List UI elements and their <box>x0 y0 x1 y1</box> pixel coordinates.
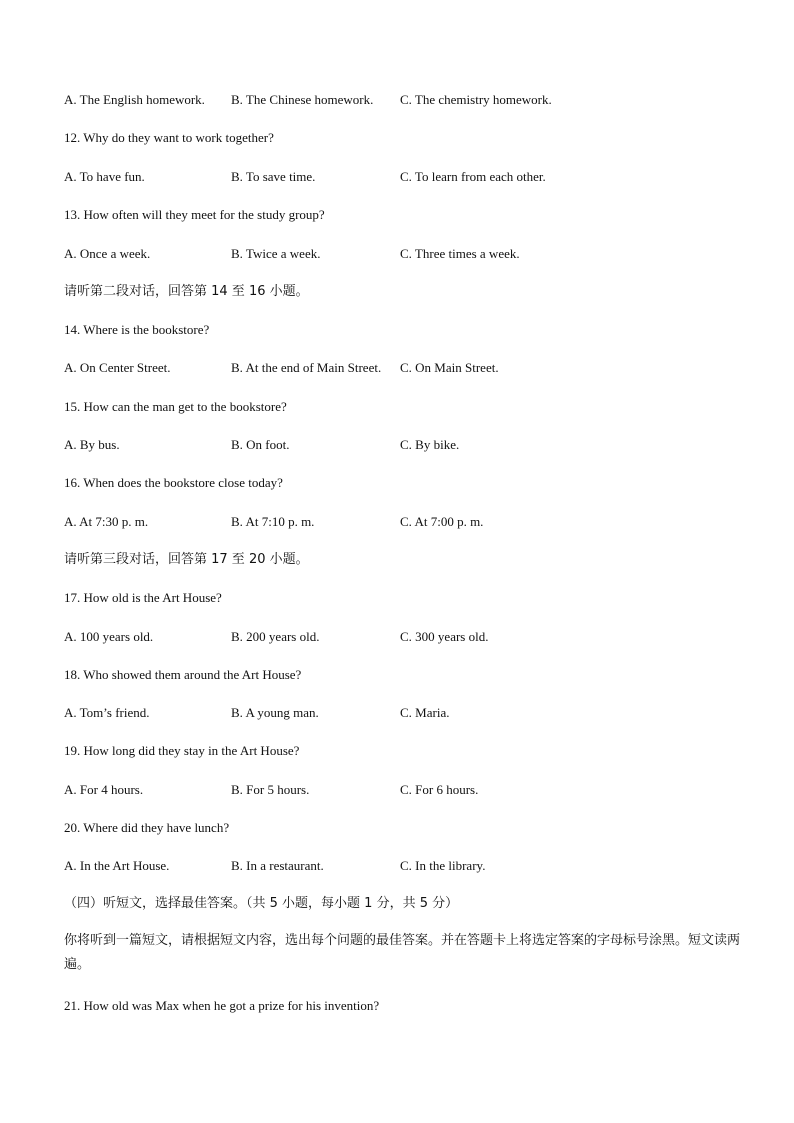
option-c: C. On Main Street. <box>400 360 499 375</box>
option-b: B. Twice a week. <box>231 246 321 261</box>
question-text: 16. When does the bookstore close today? <box>64 475 283 490</box>
option-b: B. For 5 hours. <box>231 782 310 797</box>
option-c: C. By bike. <box>400 437 460 452</box>
question-text: 12. Why do they want to work together? <box>64 130 274 145</box>
option-c: C. Maria. <box>400 705 450 720</box>
question-text: 15. How can the man get to the bookstore? <box>64 399 287 414</box>
option-a: A. At 7:30 p. m. <box>64 514 149 529</box>
question-text: 14. Where is the bookstore? <box>64 322 210 337</box>
option-b: B. On foot. <box>231 437 290 452</box>
option-c: C. In the library. <box>400 858 486 873</box>
question-text: 19. How long did they stay in the Art House? <box>64 743 300 758</box>
option-c: C. At 7:00 p. m. <box>400 514 484 529</box>
answer-options-row <box>64 437 754 453</box>
option-a: A. The English homework. <box>64 92 205 107</box>
option-b: B. The Chinese homework. <box>231 92 374 107</box>
option-b: B. 200 years old. <box>231 629 320 644</box>
option-a: A. For 4 hours. <box>64 782 144 797</box>
option-c: C. 300 years old. <box>400 629 489 644</box>
answer-options-row <box>64 514 754 530</box>
option-b: B. In a restaurant. <box>231 858 324 873</box>
option-b: B. At 7:10 p. m. <box>231 514 315 529</box>
option-a: A. To have fun. <box>64 169 145 184</box>
question-text: 17. How old is the Art House? <box>64 590 222 605</box>
option-b: B. A young man. <box>231 705 319 720</box>
section-instruction: 请听第三段对话，回答第 17 至 20 小题。 <box>64 552 309 567</box>
answer-options-row <box>64 705 754 721</box>
option-c: C. The chemistry homework. <box>400 92 552 107</box>
answer-options-row <box>64 858 754 874</box>
option-b: B. To save time. <box>231 169 316 184</box>
option-b: B. At the end of Main Street. <box>231 360 382 375</box>
option-c: C. Three times a week. <box>400 246 520 261</box>
answer-options-row <box>64 629 754 645</box>
question-text: 20. Where did they have lunch? <box>64 820 230 835</box>
answer-options-row <box>64 169 754 185</box>
option-c: C. To learn from each other. <box>400 169 546 184</box>
option-a: A. Tom’s friend. <box>64 705 150 720</box>
question-text: 21. How old was Max when he got a prize for his invention? <box>64 998 380 1013</box>
question-text: 18. Who showed them around the Art House? <box>64 667 302 682</box>
answer-options-row <box>64 92 754 108</box>
option-a: A. On Center Street. <box>64 360 171 375</box>
answer-options-row <box>64 782 754 798</box>
instruction-paragraph: 你将听到一篇短文，请根据短文内容，选出每个问题的最佳答案。并在答题卡上将选定答案的字母标号涂黑。短文读两遍。 <box>64 933 741 972</box>
answer-options-row <box>64 246 754 262</box>
section-instruction: 请听第二段对话，回答第 14 至 16 小题。 <box>64 284 309 299</box>
option-a: A. By bus. <box>64 437 120 452</box>
answer-options-row <box>64 360 754 376</box>
option-c: C. For 6 hours. <box>400 782 479 797</box>
question-text: 13. How often will they meet for the study group? <box>64 207 325 222</box>
option-a: A. In the Art House. <box>64 858 170 873</box>
option-a: A. 100 years old. <box>64 629 154 644</box>
section-instruction: （四）听短文，选择最佳答案。（共 5 小题，每小题 1 分，共 5 分） <box>64 896 459 911</box>
option-a: A. Once a week. <box>64 246 151 261</box>
